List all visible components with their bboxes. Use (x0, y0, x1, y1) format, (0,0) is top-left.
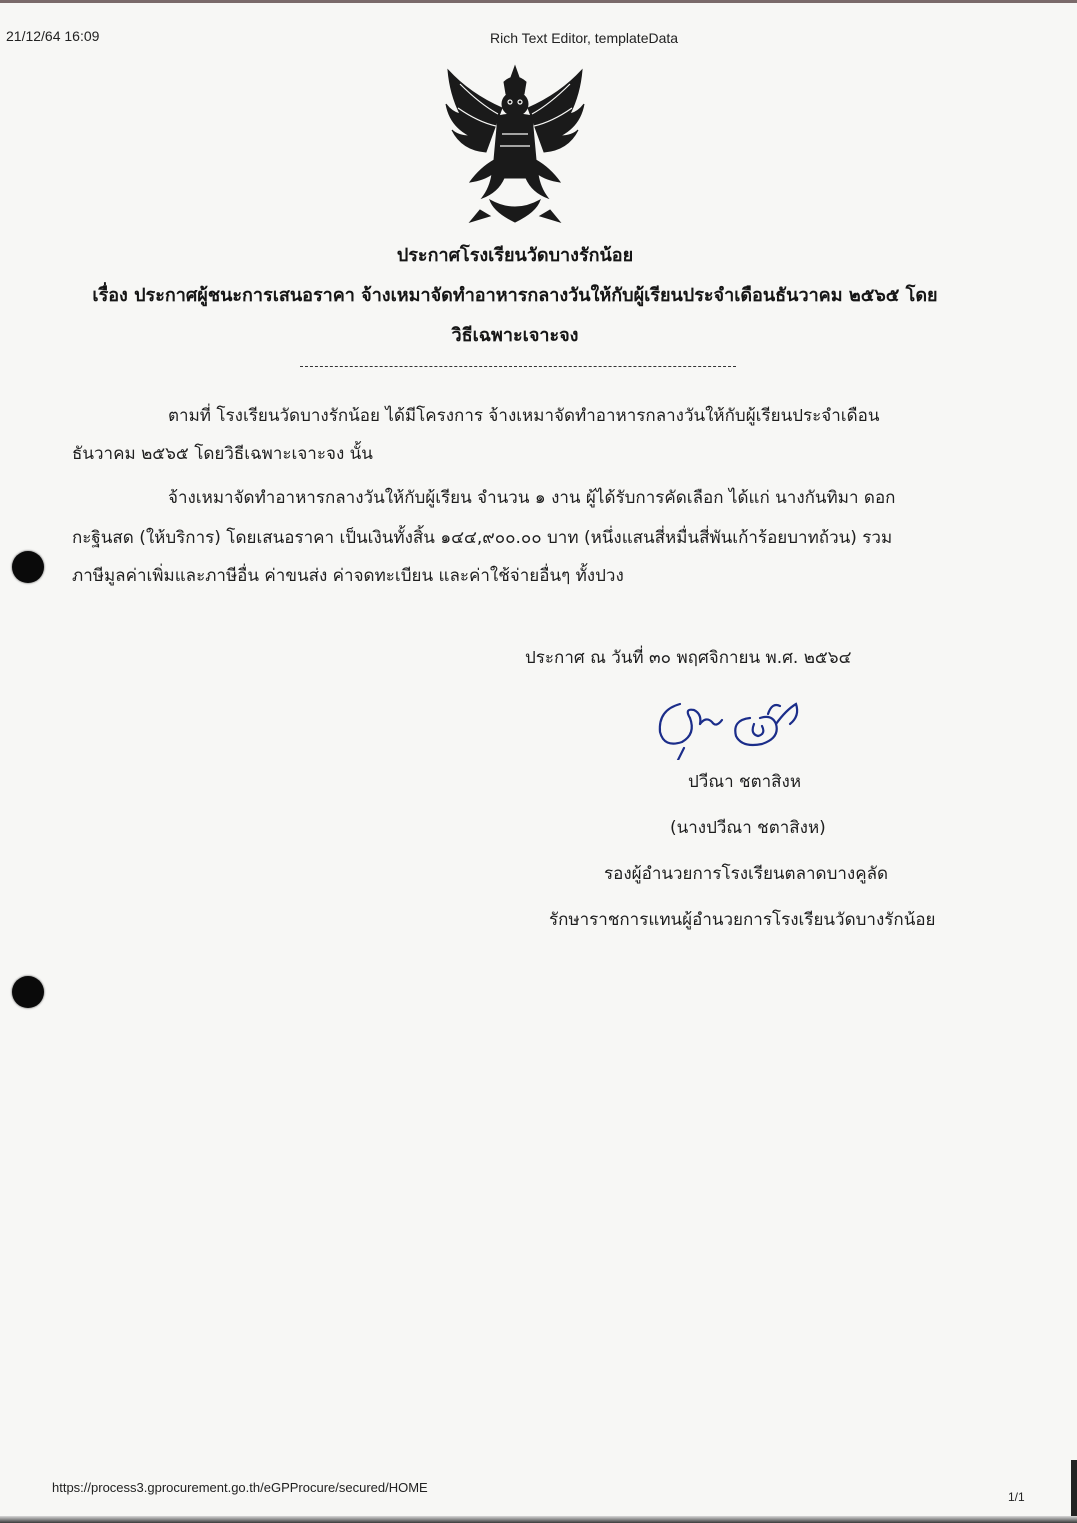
garuda-emblem-icon (440, 64, 590, 226)
print-footer-page: 1/1 (1008, 1490, 1025, 1504)
paragraph-2-line-3: ภาษีมูลค่าเพิ่มและภาษีอื่น ค่าขนส่ง ค่าจดทะเบียน และค่าใช้จ่ายอื่นๆ ทั้งปวง (72, 566, 624, 586)
signer-position-line-1: รองผู้อำนวยการโรงเรียนตลาดบางคูลัด (604, 864, 889, 884)
paragraph-1-line-1: ตามที่ โรงเรียนวัดบางรักน้อย ได้มีโครงการ จ้างเหมาจัดทำอาหารกลางวันให้กับผู้เรียนประจำเดือน (168, 406, 880, 426)
punch-hole-lower (12, 976, 44, 1008)
announce-date: ประกาศ ณ วันที่ ๓๐ พฤศจิกายน พ.ศ. ๒๕๖๔ (525, 648, 852, 668)
announcement-subject-line-1: เรื่อง ประกาศผู้ชนะการเสนอราคา จ้างเหมาจัดทำอาหารกลางวันให้กับผู้เรียนประจำเดือนธันวาคม ๒๕๖๕ โดย (92, 285, 938, 306)
print-title: Rich Text Editor, templateData (490, 30, 679, 46)
signer-position-line-2: รักษาราชการแทนผู้อำนวยการโรงเรียนวัดบางรักน้อย (549, 910, 936, 930)
announcement-heading: ประกาศโรงเรียนวัดบางรักน้อย (396, 245, 634, 266)
paragraph-2-line-1: จ้างเหมาจัดทำอาหารกลางวันให้กับผู้เรียน จำนวน ๑ งาน ผู้ได้รับการคัดเลือก ได้แก่ นางกันทิมา ดอก (168, 488, 896, 508)
signer-name: ปวีณา ชตาสิงห (688, 772, 802, 792)
print-footer-url: https://process3.gprocurement.go.th/eGPProcure/secured/HOME (52, 1480, 428, 1495)
handwritten-signature (650, 690, 810, 760)
signer-full-name: (นางปวีณา ชตาสิงห) (670, 818, 826, 838)
scan-edge-right (1071, 1460, 1077, 1523)
scan-edge-bottom (0, 1516, 1077, 1523)
punch-hole-upper (12, 551, 44, 583)
section-divider (300, 366, 736, 367)
scan-edge-top (0, 0, 1077, 3)
announcement-subject-line-2: วิธีเฉพาะเจาะจง (451, 325, 579, 346)
paragraph-2-line-2: กะฐินสด (ให้บริการ) โดยเสนอราคา เป็นเงินทั้งสิ้น ๑๔๔,๙๐๐.๐๐ บาท (หนึ่งแสนสี่หมื่นสี่พันเก้าร้อยบาทถ้วน) รวม (72, 528, 893, 548)
paragraph-1-line-2: ธันวาคม ๒๕๖๕ โดยวิธีเฉพาะเจาะจง นั้น (72, 444, 373, 464)
print-datetime: 21/12/64 16:09 (6, 28, 100, 44)
